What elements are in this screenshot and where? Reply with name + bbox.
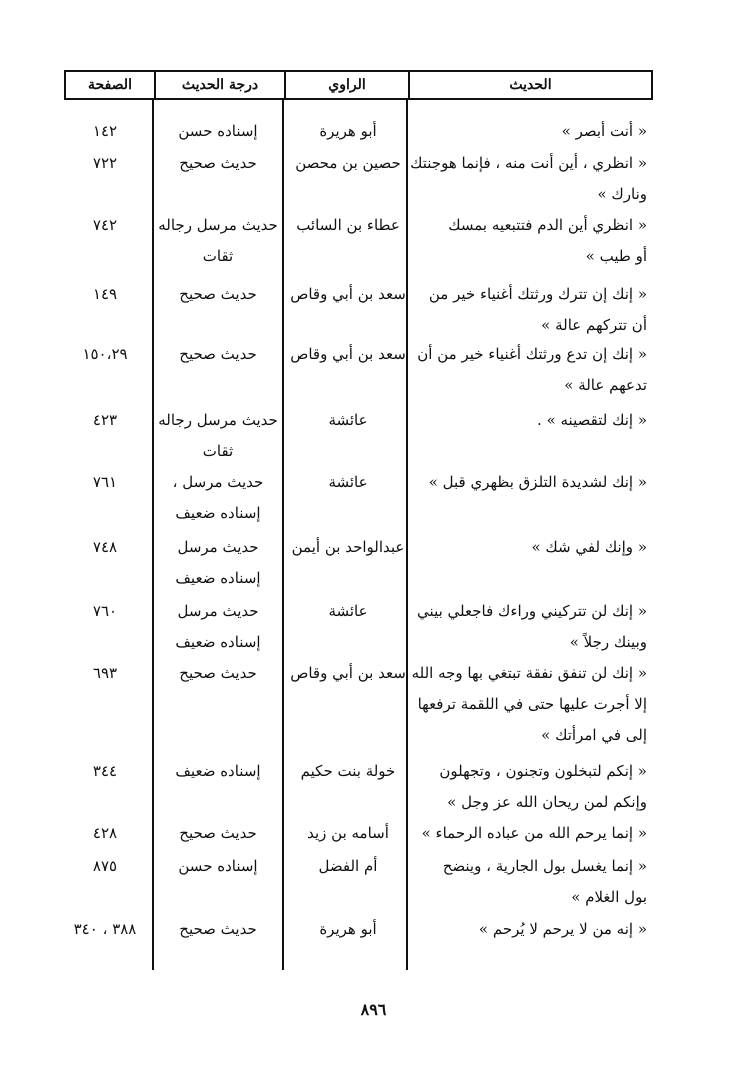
grade-cell: حديث مرسل رجاله ثقات [158, 411, 278, 460]
table-row: « إنكم لتبخلون وتجنون ، وتجهلون وإنكم لمن ريحان الله عز وجل » [439, 762, 647, 811]
header-divider [408, 72, 410, 98]
grade-cell: إسناده حسن [178, 857, 258, 875]
page-cell: ١٥٠،٢٩ [82, 345, 128, 363]
table-row: « إنك لشديدة التلزق بظهري قبل » [428, 473, 647, 491]
grade-cell: حديث مرسل إسناده ضعيف [175, 538, 261, 587]
table-row: « إنما يغسل بول الجارية ، وينضح بول الغلام » [442, 857, 647, 906]
grade-cell: حديث صحيح [179, 664, 257, 682]
table-row: « إنك إن تدع ورثتك أغنياء خير من أن تدعهم عالة » [417, 345, 647, 394]
page-cell: ٤٢٣ [92, 411, 118, 429]
table-row: « انظري ، أين أنت منه ، فإنما هوجنتك ونارك » [410, 154, 647, 203]
narrator-cell: خولة بنت حكيم [300, 762, 396, 780]
page-cell: ٧٤٨ [92, 538, 118, 556]
table-header [64, 70, 653, 100]
narrator-cell: عطاء بن السائب [296, 216, 400, 234]
header-narrator: الراوي [328, 77, 366, 93]
grade-cell: حديث مرسل ، إسناده ضعيف [172, 473, 264, 522]
page-cell: ٧٤٢ [92, 216, 118, 234]
page-cell: ٣٤٤ [92, 762, 118, 780]
page-cell: ٧٦٠ [92, 602, 118, 620]
table-row: « إنك لتقصينه » . [537, 411, 647, 429]
narrator-cell: سعد بن أبي وقاص [290, 345, 406, 363]
grade-cell: إسناده حسن [178, 122, 258, 140]
grade-cell: حديث مرسل إسناده ضعيف [175, 602, 261, 651]
page-number: ٨٩٦ [360, 1000, 387, 1019]
table-row: « إنما يرحم الله من عباده الرحماء » [421, 824, 647, 842]
table-row: « انظري أين الدم فتتبعيه بمسك أو طيب » [448, 216, 647, 265]
narrator-cell: سعد بن أبي وقاص [290, 285, 406, 303]
narrator-cell: أبو هريرة [319, 920, 377, 938]
page-cell: ٣٨٨ ، ٣٤٠ [73, 920, 137, 938]
page-cell: ٧٦١ [92, 473, 118, 491]
header-divider [284, 72, 286, 98]
narrator-cell: أبو هريرة [319, 122, 377, 140]
table-row: « إنك لن تنفق نفقة تبتغي بها وجه الله إلا أجرت عليها حتى في اللقمة ترفعها إلى في امرأتك » [411, 664, 647, 744]
column-divider [282, 100, 284, 970]
header-grade: درجة الحديث [181, 77, 259, 93]
grade-cell: حديث صحيح [179, 285, 257, 303]
table-row: « إنك لن تتركيني وراءك فاجعلي بيني وبينك رجلاً » [417, 602, 647, 651]
page-cell: ٤٢٨ [92, 824, 118, 842]
page-cell: ٨٧٥ [92, 857, 118, 875]
narrator-cell: عبدالواحد بن أيمن [291, 538, 405, 556]
narrator-cell: أم الفضل [318, 857, 378, 875]
narrator-cell: عائشة [328, 411, 368, 429]
table-row: « أنت أبصر » [561, 122, 647, 140]
narrator-cell: عائشة [328, 602, 368, 620]
header-hadith: الحديث [509, 77, 552, 93]
page-cell: ٧٢٢ [92, 154, 118, 172]
header-page: الصفحة [88, 77, 132, 93]
grade-cell: حديث صحيح [179, 154, 257, 172]
narrator-cell: سعد بن أبي وقاص [290, 664, 406, 682]
column-divider [152, 100, 154, 970]
grade-cell: حديث صحيح [179, 824, 257, 842]
grade-cell: حديث مرسل رجاله ثقات [158, 216, 278, 265]
table-row: « إنك إن تترك ورثتك أغنياء خير من أن تتركهم عالة » [428, 285, 647, 334]
header-divider [154, 72, 156, 98]
grade-cell: حديث صحيح [179, 920, 257, 938]
table-row: « وإنك لفي شك » [531, 538, 647, 556]
narrator-cell: أسامه بن زيد [307, 824, 389, 842]
page-cell: ١٤٢ [92, 122, 118, 140]
table-row: « إنه من لا يرحم لا يُرحم » [478, 920, 647, 938]
page-cell: ٦٩٣ [92, 664, 118, 682]
narrator-cell: عائشة [328, 473, 368, 491]
page-cell: ١٤٩ [92, 285, 118, 303]
grade-cell: إسناده ضعيف [175, 762, 261, 780]
narrator-cell: حصين بن محصن [295, 154, 401, 172]
grade-cell: حديث صحيح [179, 345, 257, 363]
